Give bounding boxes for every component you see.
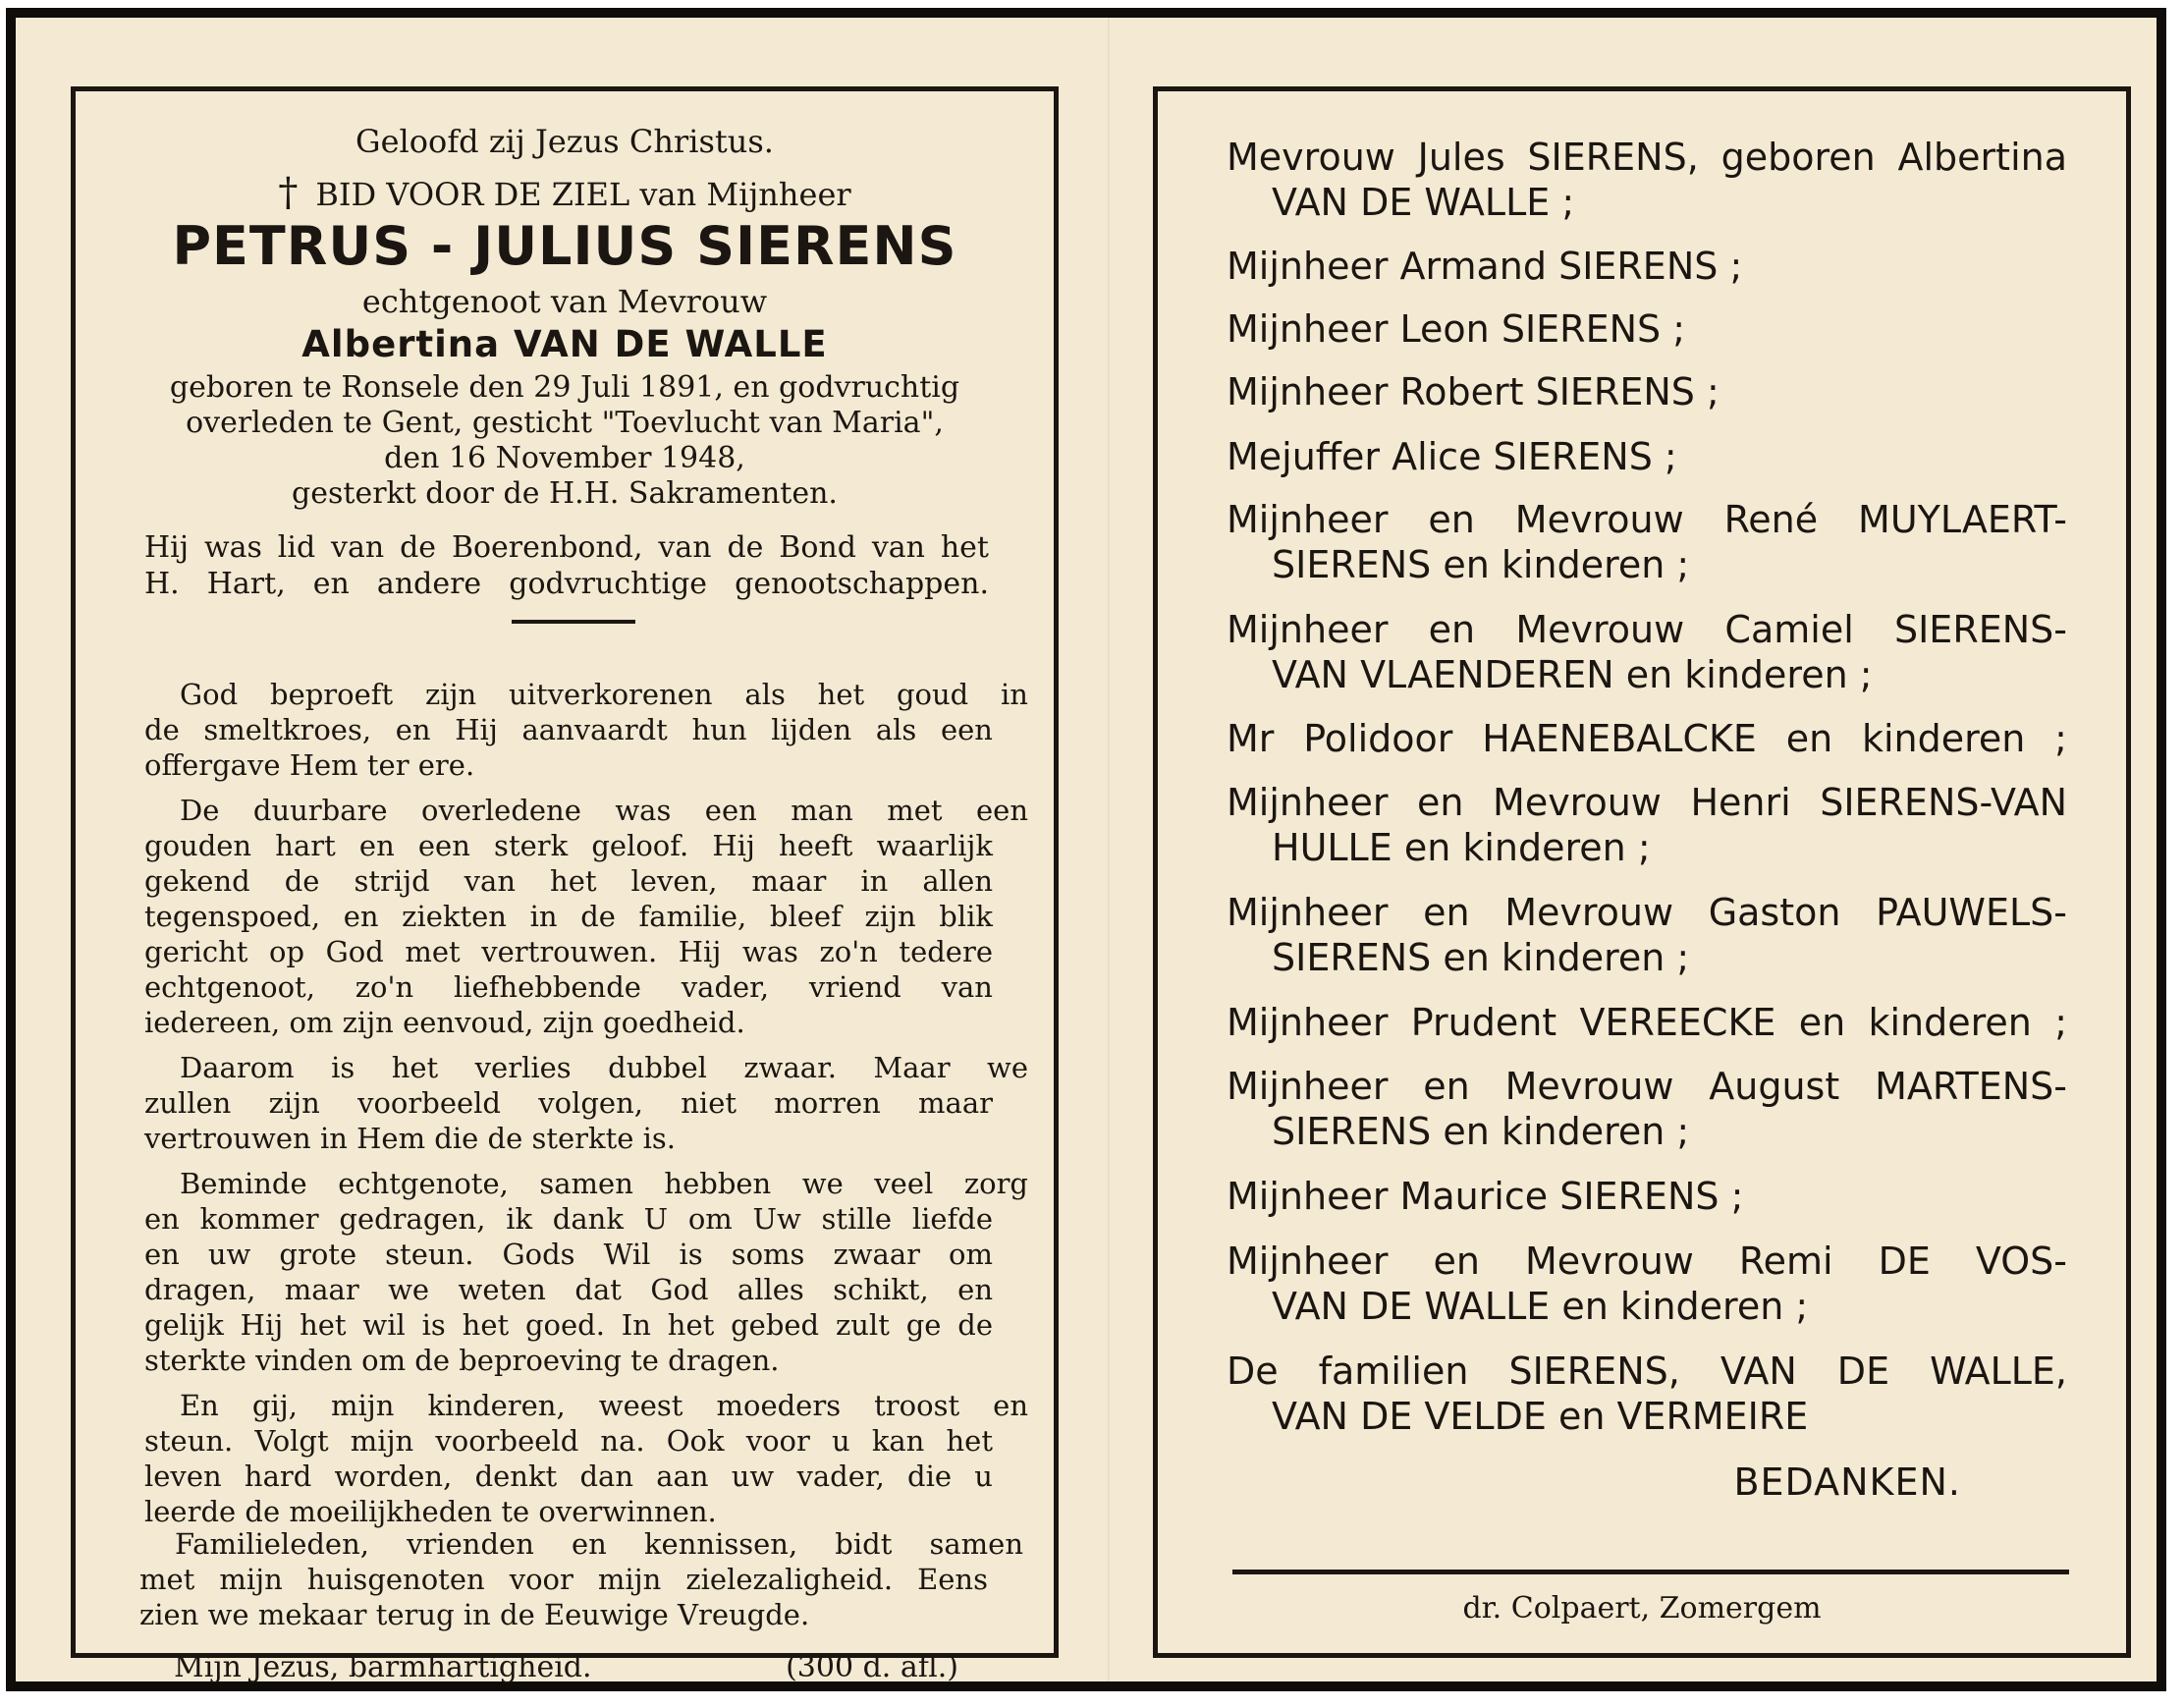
paragraph-line: En gij, mijn kinderen, weest moeders troost en [180,1389,1028,1422]
bio-line: gesterkt door de H.H. Sakramenten. [292,476,838,511]
mourner-line: VAN DE VELDE en VERMEIRE [1272,1395,1809,1438]
paragraph-line: leerde de moeilijkheden te overwinnen. [144,1495,717,1528]
paragraph-line: gouden hart en een sterk geloof. Hij heeft waarlijk [144,829,993,862]
bio-line: den 16 November 1948, [384,441,745,475]
closing-overlay [71,86,1059,1684]
cross-icon: † [278,170,299,215]
praise-line: Geloofd zij Jezus Christus. [355,123,774,160]
printer-credit: dr. Colpaert, Zomergem [1462,1591,1822,1625]
spouse-intro: echtgenoot van Mevrouw [361,283,768,320]
mourner-line: HULLE en kinderen ; [1272,826,1651,869]
mourner-line: SIERENS en kinderen ; [1272,936,1690,979]
indulgence-note: (300 d. afl.) [786,1650,958,1684]
mourner-line: Mijnheer en Mevrouw Remi DE VOS- [1227,1240,2067,1283]
paragraph-line: vertrouwen in Hem die de sterkte is. [144,1122,676,1155]
bio-line: overleden te Gent, gesticht "Toevlucht van Maria", [186,406,944,440]
paragraph-line: offergave Hem ter ere. [144,748,475,782]
right-panel [1153,86,2131,1658]
paragraph-line: tegenspoed, en ziekten in de familie, bleef zijn blik [144,900,993,933]
mourner-line: Mijnheer en Mevrouw Camiel SIERENS- [1227,608,2067,651]
paragraph-line: iedereen, om zijn eenvoud, zijn goedheid. [144,1006,745,1039]
paragraph-line: leven hard worden, denkt dan aan uw vader, die u [144,1460,993,1493]
mourner-line: Mr Polidoor HAENEBALCKE en kinderen ; [1227,717,2067,760]
mourner-line: Mijnheer en Mevrouw René MUYLAERT- [1227,498,2067,541]
paragraph-line: de smeltkroes, en Hij aanvaardt hun lijden als een [144,713,993,746]
paragraph-line: sterkte vinden om de beproeving te dragen. [144,1344,780,1377]
spouse-name: Albertina VAN DE WALLE [301,323,828,365]
mourner-line: Mijnheer Armand SIERENS ; [1227,245,1743,288]
paragraph-line: steun. Volgt mijn voorbeeld na. Ook voor u kan het [144,1424,993,1458]
deceased-name: PETRUS - JULIUS SIERENS [172,215,957,277]
mourner-line: VAN VLAENDEREN en kinderen ; [1272,653,1873,696]
mourner-line: Mijnheer Robert SIERENS ; [1227,370,1720,413]
paragraph-line: God beproeft zijn uitverkorenen als het goud in [180,678,1028,711]
paragraph-line: zullen zijn voorbeeld volgen, niet morren maar [144,1086,993,1120]
mourner-line: Mijnheer en Mevrouw Gaston PAUWELS- [1227,891,2067,934]
paragraph-line: en uw grote steun. Gods Wil is soms zwaar om [144,1238,993,1271]
mourner-line: VAN DE WALLE en kinderen ; [1272,1285,1809,1328]
paragraph-line: Beminde echtgenote, samen hebben we veel zorg [180,1167,1028,1200]
mourner-line: Mevrouw Jules SIERENS, geboren Albertina [1227,136,2067,179]
paragraph-line: Daarom is het verlies dubbel zwaar. Maar we [180,1051,1028,1084]
bottom-rule [1232,1570,2069,1574]
mourner-line: Mijnheer Leon SIERENS ; [1227,307,1686,351]
closing-prayer: Mijn Jezus, barmhartigheid. [174,1650,592,1684]
bio-line: geboren te Ronsele den 29 Juli 1891, en godvruchtig [169,370,960,405]
paragraph-line: gelijk Hij het wil is het goed. In het gebed zult ge de [144,1308,993,1342]
mourner-line: Mijnheer en Mevrouw August MARTENS- [1227,1065,2067,1108]
mourner-line: SIERENS en kinderen ; [1272,543,1690,586]
paragraph-line: en kommer gedragen, ik dank U om Uw stille liefde [144,1202,993,1236]
mourner-line: SIERENS en kinderen ; [1272,1110,1690,1153]
paragraph-line: met mijn huisgenoten voor mijn zielezaligheid. Eens [139,1563,988,1596]
pray-text: BID VOOR DE ZIEL van Mijnheer [315,176,851,213]
mourner-line: Mejuffer Alice SIERENS ; [1227,435,1677,478]
paragraph-line: gekend de strijd van het leven, maar in allen [144,864,993,898]
thanks-line: BEDANKEN. [1733,1460,1961,1504]
paragraph-line: echtgenoot, zo'n liefhebbende vader, vriend van [144,970,993,1004]
mourner-line: De familien SIERENS, VAN DE WALLE, [1227,1350,2067,1393]
paragraph-line: De duurbare overledene was een man met een [180,794,1028,827]
mourner-line: Mijnheer Maurice SIERENS ; [1227,1175,1744,1218]
paragraph-line: gericht op God met vertrouwen. Hij was zo'n tedere [144,935,993,968]
mourner-line: Mijnheer en Mevrouw Henri SIERENS-VAN [1227,781,2067,824]
paragraph-line: dragen, maar we weten dat God alles schikt, en [144,1273,993,1306]
mourner-line: VAN DE WALLE ; [1272,181,1575,224]
mourner-line: Mijnheer Prudent VEREECKE en kinderen ; [1227,1001,2067,1044]
paragraph-line: Familieleden, vrienden en kennissen, bidt samen [175,1527,1023,1561]
card-fold [1108,18,1110,1681]
membership-line: H. Hart, en andere godvruchtige genootschappen. [144,567,989,601]
membership-line: Hij was lid van de Boerenbond, van de Bond van het [144,530,989,565]
paragraph-line: zien we mekaar terug in de Eeuwige Vreugde. [139,1598,810,1631]
